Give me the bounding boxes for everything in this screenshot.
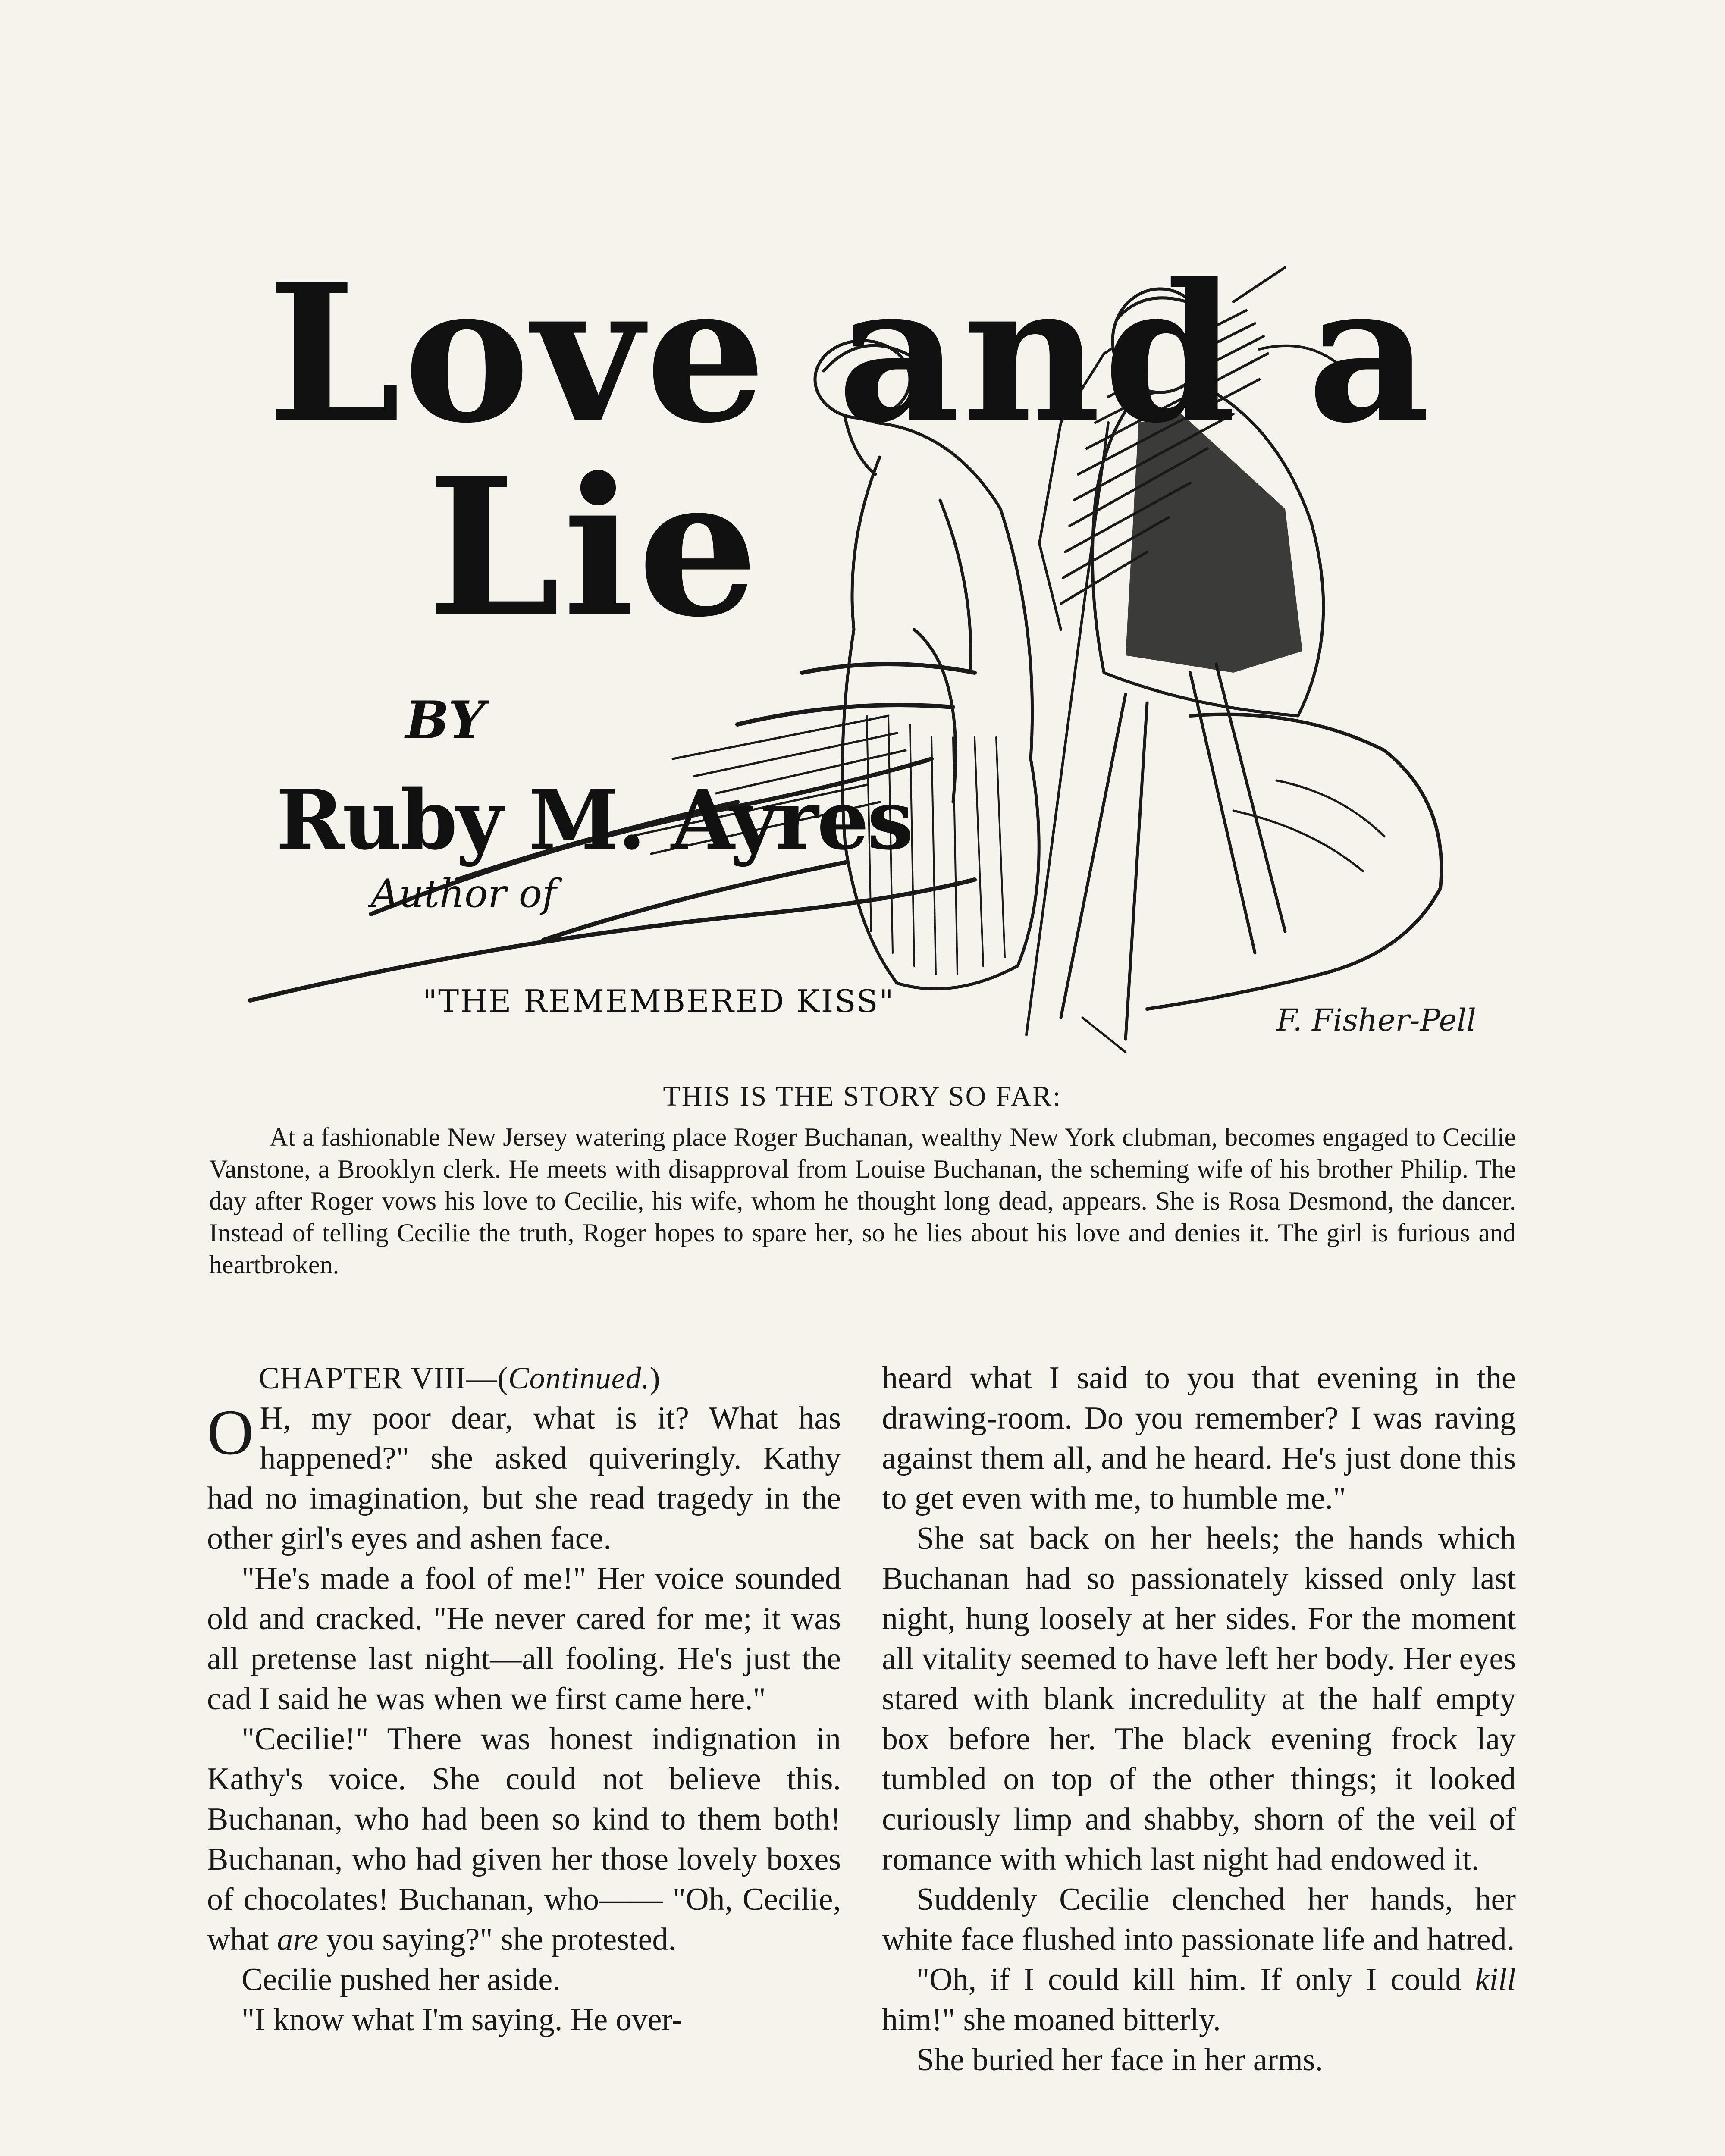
title-line-2: Lie	[427, 436, 761, 659]
story-paragraph: O H, my poor dear, what is it? What has happened?" she asked quiveringly. Kathy had no imagination, but she read tragedy in the other girl's eyes and ashen face.	[207, 1397, 841, 1556]
synopsis-heading: THIS IS THE STORY SO FAR:	[663, 1081, 1062, 1112]
author-name: Ruby M. Ayres	[276, 772, 912, 868]
story-paragraph: Suddenly Cecilie clenched her hands, her white face flushed into passionate life and hatred.	[882, 1882, 1516, 1957]
story-paragraph: "Cecilie!" There was honest indignation in Kathy's voice. She could not believe this. Buchanan, who had been so kind to them both! Buchanan, who had given her those lovely boxes of chocolates! Buchanan, who—— "Oh, Cecilie, what are you saying?" she protested.	[207, 1721, 841, 1957]
title-line-1: Love and a	[267, 242, 1433, 465]
story-paragraph: Cecilie pushed her aside.	[242, 1962, 561, 1997]
previous-book-title: "THE REMEMBERED KISS"	[423, 983, 895, 1019]
synopsis-text: At a fashionable New Jersey watering place Roger Buchanan, wealthy New York clubman, becomes engaged to Cecilie Vanstone, a Brooklyn clerk. He meets with disapproval from Louise Buchanan, the scheming wife of his brother Philip. The day after Roger vows his love to Cecilie, his wife, whom he thought long dead, appears. She is Rosa Desmond, the dancer. Instead of telling Cecilie the truth, Roger hopes to spare her, so he lies about his love and denies it. The girl is furious and heartbroken.	[209, 1123, 1516, 1279]
story-paragraph: heard what I said to you that evening in the drawing-room. Do you remember? I was raving against them all, and he heard. He's just done this to get even with me, to humble me."	[882, 1360, 1516, 1516]
chapter-heading: CHAPTER VIII—(Continued.)	[259, 1361, 661, 1395]
story-column-left	[207, 1358, 841, 2040]
svg-text:F. Fisher-Pell: F. Fisher-Pell	[1276, 1003, 1476, 1038]
drop-cap: O	[207, 1397, 254, 1468]
story-paragraph: "He's made a fool of me!" Her voice sounded old and cracked. "He never cared for me; it was all pretense last night—all fooling. He's just the cad I said he was when we first came here."	[207, 1561, 841, 1717]
byline-label: BY	[405, 690, 485, 751]
story-paragraph: She sat back on her heels; the hands which Buchanan had so passionately kissed only last night, hung loosely at her sides. For the moment all vitality seemed to have left her body. Her eyes stared with blank incredulity at the half empty box before her. The black evening frock lay tumbled on top of the other things; it looked curiously limp and shabby, shorn of the veil of romance with which last night had endowed it.	[882, 1521, 1516, 1877]
story-paragraph: "I know what I'm saying. He over-	[242, 2002, 683, 2037]
story-paragraph: She buried her face in her arms.	[916, 2042, 1324, 2078]
story-paragraph: "Oh, if I could kill him. If only I could kill him!" she moaned bitterly.	[882, 1962, 1516, 2037]
story-column-right	[882, 1358, 1516, 2080]
author-of-label: Author of	[371, 871, 557, 916]
